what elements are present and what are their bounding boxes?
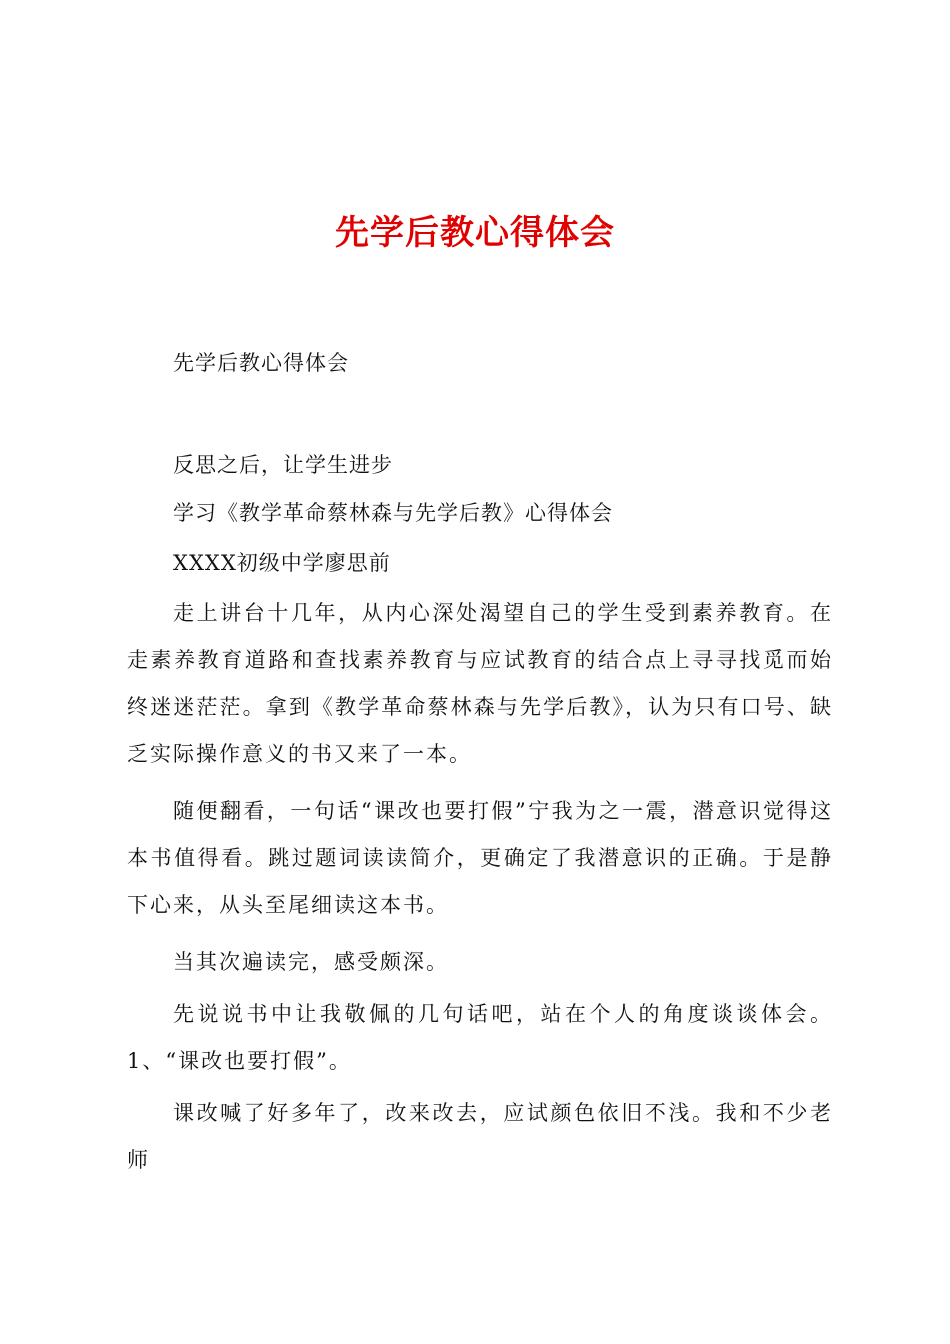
section-subheading: 学习《教学革命蔡林森与先学后教》心得体会 — [173, 501, 613, 525]
paragraph-2: 随便翻看，一句话“课改也要打假”宁我为之一震，潜意识觉得这本书值得看。跳过题词读读简介，更确定了我潜意识的正确。于是静下心来，从头至尾细读这本书。 — [127, 799, 833, 917]
author-line: XXXX初级中学廖思前 — [173, 551, 391, 575]
paragraph-5: 课改喊了好多年了，改来改去，应试颜色依旧不浅。我和不少老师 — [127, 1101, 833, 1172]
document-subtitle: 先学后教心得体会 — [173, 351, 349, 375]
document-title: 先学后教心得体会 — [335, 213, 615, 253]
paragraph-4: 先说说书中让我敬佩的几句话吧，站在个人的角度谈谈体会。1、“课改也要打假”。 — [127, 1002, 833, 1073]
paragraph-1: 走上讲台十几年，从内心深处渴望自己的学生受到素养教育。在走素养教育道路和查找素养教育与应试教育的结合点上寻寻找觅而始终迷迷茫茫。拿到《教学革命蔡林森与先学后教》，认为只有口号、缺乏实际操作意义的书又来了一本。 — [127, 601, 833, 766]
paragraph-3: 当其次遍读完，感受颇深。 — [173, 950, 449, 974]
section-heading: 反思之后，让学生进步 — [173, 453, 393, 477]
